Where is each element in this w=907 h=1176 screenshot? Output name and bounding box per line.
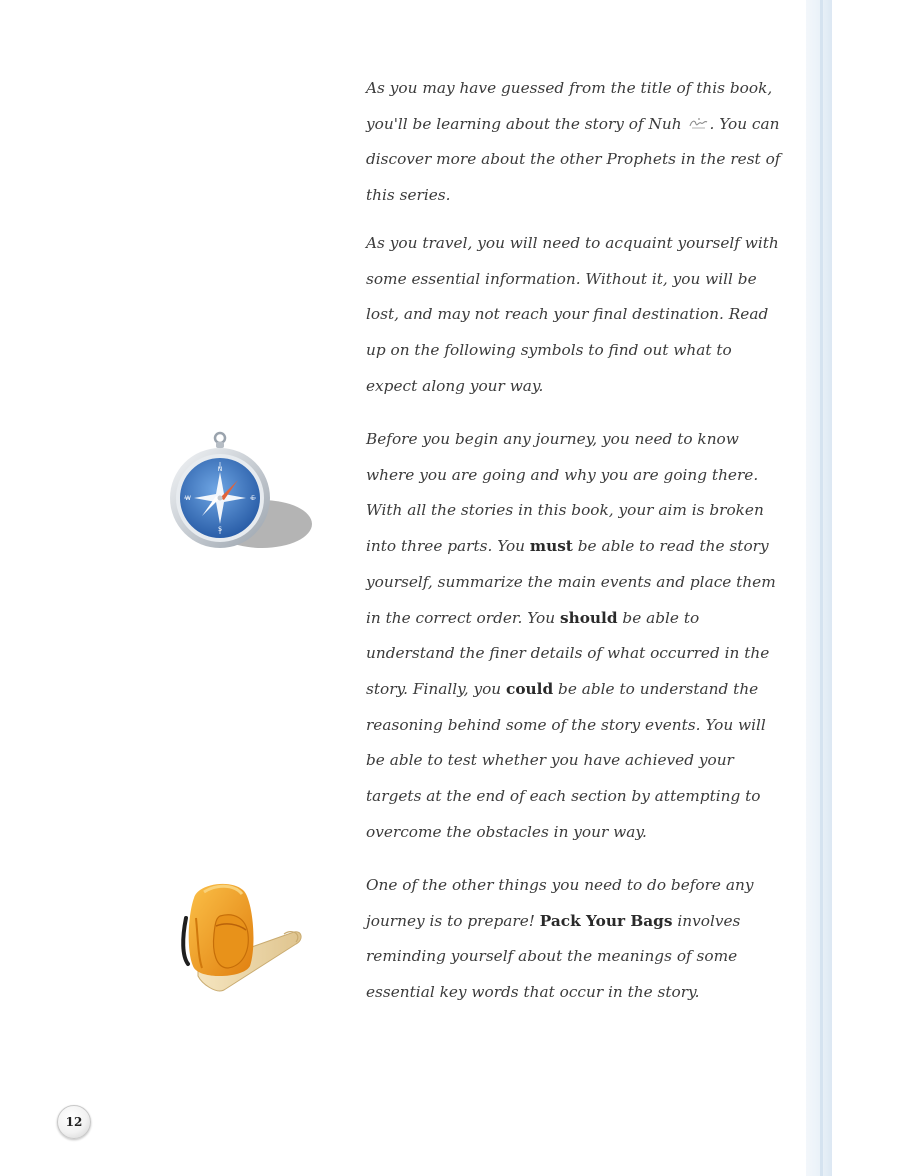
aims-could-keyword: could bbox=[506, 679, 554, 698]
aims-must-keyword: must bbox=[529, 537, 573, 556]
compass-south-label: S bbox=[218, 526, 222, 533]
travel-paragraph bbox=[366, 226, 786, 405]
compass-icon bbox=[164, 428, 314, 553]
page-number: 12 bbox=[57, 1105, 91, 1139]
intro-paragraph bbox=[366, 71, 786, 214]
aims-paragraph bbox=[366, 422, 786, 850]
aims-text-2: be able to read the story yourself, summarize the main events and place them in the correct order. You bbox=[366, 537, 776, 627]
right-margin-band bbox=[806, 0, 832, 1176]
right-margin-line bbox=[820, 0, 823, 1176]
compass-north-label: N bbox=[217, 466, 223, 473]
pack-text-2: involves reminding yourself about the meanings of some essential key words that occur in the story. bbox=[366, 911, 741, 1002]
aims-should-keyword: should bbox=[559, 608, 618, 627]
aims-text-3: be able to understand the finer details of what occurred in the story. Finally, you bbox=[366, 608, 770, 698]
compass-west-label: W bbox=[185, 495, 191, 502]
travel-text: As you travel, you will need to acquaint yourself with some essential information. Without it, you will be lost, and may not reach your final destination. Read up on the following symbols to find out what to expect along your way. bbox=[366, 234, 779, 395]
pack-your-bags-keyword: Pack Your Bags bbox=[539, 911, 673, 930]
backpack-icon bbox=[176, 878, 304, 996]
intro-text-end: . You can discover more about the other Prophets in the rest of this series. bbox=[366, 114, 781, 205]
honorific-calligraphy-icon bbox=[689, 117, 708, 129]
pack-text-1: One of the other things you need to do before any journey is to prepare! bbox=[366, 876, 754, 930]
aims-text-4: be able to understand the reasoning behind some of the story events. You will be able to test whether you have achieved your targets at the end of each section by attempting to overcome the obstacles in your way. bbox=[366, 679, 766, 841]
compass-east-label: E bbox=[251, 495, 255, 502]
intro-text-start: As you may have guessed from the title of this book, you'll be learning about the story of Nuh bbox=[366, 79, 773, 133]
pack-bags-paragraph bbox=[366, 868, 786, 1011]
aims-text-1: Before you begin any journey, you need to know where you are going and why you are going there. With all the stories in this book, your aim is broken into three parts. You bbox=[366, 430, 764, 556]
